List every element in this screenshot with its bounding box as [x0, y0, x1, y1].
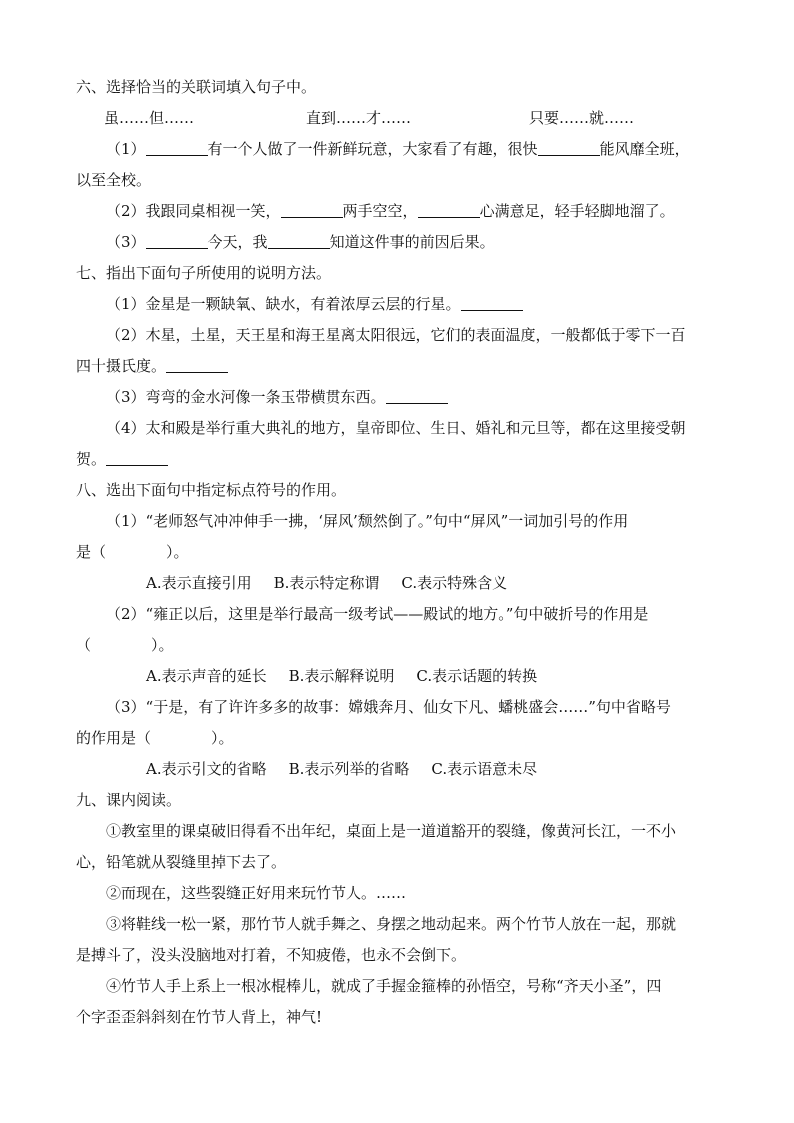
answer-blank[interactable]: [268, 232, 330, 249]
s8-question-3-cont: 的作用是（ ）。: [76, 729, 234, 747]
s7-question-2: （2）木星，土星，天王星和海王星离太阳很远，它们的表面温度，一般都低于零下一百: [106, 326, 686, 344]
answer-blank[interactable]: [461, 294, 523, 311]
s7-question-3: （3）弯弯的金水河像一条玉带横贯东西。: [76, 382, 724, 413]
s7-question-2-cont: 四十摄氏度。: [76, 351, 724, 382]
answer-blank[interactable]: [386, 387, 448, 404]
s8-question-3: （3）“于是，有了许许多多的故事：嫦娥奔月、仙女下凡、蟠桃盛会……”句中省略号: [106, 698, 671, 716]
word-option-3: 只要……就……: [529, 109, 635, 127]
s8-question-2: （2）“雍正以后，这里是举行最高一级考试——殿试的地方。”句中破折号的作用是: [106, 605, 649, 623]
reading-paragraph-3-cont: 是搏斗了，没头没脑地对打着，不知疲倦，也永不会倒下。: [76, 946, 467, 964]
s8-question-1-options: [76, 568, 724, 599]
option-a[interactable]: A.表示引文的省略: [146, 760, 267, 778]
s7-question-4: （4）太和殿是举行重大典礼的地方，皇帝即位、生日、婚礼和元旦等，都在这里接受朝: [106, 419, 686, 437]
option-a[interactable]: A.表示声音的延长: [146, 667, 267, 685]
s7-question-1: （1）金星是一颗缺氧、缺水，有着浓厚云层的行星。: [76, 289, 724, 320]
s6-question-1-cont: 以至全校。: [76, 171, 152, 189]
s7-question-4-cont: 贺。: [76, 444, 724, 475]
section-7-heading: 七、指出下面句子所使用的说明方法。: [76, 264, 332, 282]
answer-blank[interactable]: [146, 232, 208, 249]
worksheet-page: [76, 72, 724, 1033]
section-9-heading: 九、课内阅读。: [76, 791, 182, 809]
answer-blank[interactable]: [281, 201, 343, 218]
option-c[interactable]: C.表示特殊含义: [401, 574, 508, 592]
reading-paragraph-2: ②而现在，这些裂缝正好用来玩竹节人。……: [106, 884, 407, 902]
answer-blank[interactable]: [538, 139, 600, 156]
option-b[interactable]: B.表示解释说明: [288, 667, 395, 685]
option-b[interactable]: B.表示列举的省略: [288, 760, 410, 778]
option-a[interactable]: A.表示直接引用: [146, 574, 252, 592]
s8-question-2-options: [76, 661, 724, 692]
answer-blank[interactable]: [418, 201, 480, 218]
section-8-heading: 八、选出下面句中指定标点符号的作用。: [76, 481, 347, 499]
reading-paragraph-4-cont: 个字歪歪斜斜刻在竹节人背上，神气!: [76, 1008, 323, 1026]
word-option-1: 虽……但……: [104, 109, 195, 127]
s6-question-2: （2）我跟同桌相视一笑， 两手空空， 心满意足，轻手轻脚地溜了。: [106, 202, 675, 220]
answer-blank[interactable]: [146, 139, 208, 156]
option-b[interactable]: B.表示特定称谓: [273, 574, 380, 592]
s6-question-3: （3） 今天，我 知道这件事的前因后果。: [106, 233, 495, 251]
reading-paragraph-4: ④竹节人手上系上一根冰棍棒儿，就成了手握金箍棒的孙悟空，号称“齐天小圣”，四: [106, 977, 662, 995]
answer-blank[interactable]: [166, 356, 228, 373]
reading-paragraph-3: ③将鞋线一松一紧，那竹节人就手舞之、身摆之地动起来。两个竹节人放在一起，那就: [106, 915, 677, 933]
s8-question-1: （1）“老师怒气冲冲伸手一拂，‘屏风’颓然倒了。”句中“屏风”一词加引号的作用: [106, 512, 629, 530]
section-6-heading: 六、选择恰当的关联词填入句子中。: [76, 78, 317, 96]
s8-question-2-cont: （ ）。: [76, 636, 174, 654]
word-option-2: 直到……才……: [306, 109, 412, 127]
reading-paragraph-1-cont: 心，铅笔就从裂缝里掉下去了。: [76, 853, 287, 871]
option-c[interactable]: C.表示话题的转换: [416, 667, 538, 685]
s6-question-1: （1） 有一个人做了一件新鲜玩意，大家看了有趣，很快 能风靡全班，: [106, 140, 690, 158]
s8-question-3-options: [76, 754, 724, 785]
conjunction-word-bank: [76, 103, 724, 134]
answer-blank[interactable]: [106, 449, 168, 466]
s8-question-1-cont: 是（ ）。: [76, 543, 189, 561]
option-c[interactable]: C.表示语意未尽: [431, 760, 538, 778]
reading-paragraph-1: ①教室里的课桌破旧得看不出年纪，桌面上是一道道豁开的裂缝，像黄河长江，一不小: [106, 822, 677, 840]
